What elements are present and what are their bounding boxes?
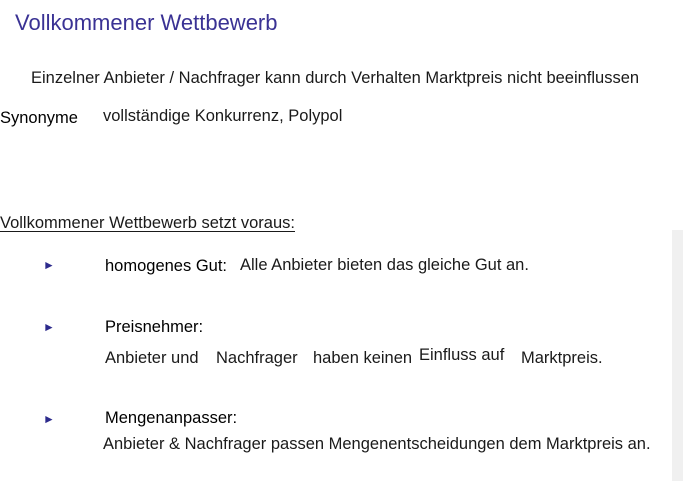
requirement-description-price-taker-part: Marktpreis. [521, 349, 603, 367]
requirement-term-quantity-adjuster: Mengenanpasser: [105, 409, 238, 427]
synonyms-label: Synonyme [0, 109, 78, 127]
scrollbar-track[interactable] [672, 230, 683, 481]
requirement-description-price-taker-part: Nachfrager [216, 349, 298, 367]
requirement-description-price-taker-part: Einfluss auf [419, 346, 505, 364]
page-title: Vollkommener Wettbewerb [15, 10, 278, 35]
requirement-term-homogeneous-good: homogenes Gut: [105, 257, 227, 275]
bullet-triangle-icon: ► [43, 258, 55, 272]
bullet-triangle-icon: ► [43, 320, 55, 334]
bullet-triangle-icon: ► [43, 412, 55, 426]
requirement-description-price-taker-part: haben keinen [313, 349, 413, 367]
synonyms-text: vollständige Konkurrenz, Polypol [103, 107, 343, 125]
definition-text: Einzelner Anbieter / Nachfrager kann durch Verhalten Marktpreis nicht beeinflussen [31, 69, 640, 87]
requirement-description-price-taker-part: Anbieter und [105, 349, 199, 367]
requirement-term-price-taker: Preisnehmer: [105, 318, 204, 336]
requirement-description-quantity-adjuster: Anbieter & Nachfrager passen Mengenentscheidungen dem Marktpreis an. [103, 435, 651, 453]
requirements-heading: Vollkommener Wettbewerb setzt voraus: [0, 214, 295, 232]
requirement-description-homogeneous-good: Alle Anbieter bieten das gleiche Gut an. [240, 256, 529, 274]
